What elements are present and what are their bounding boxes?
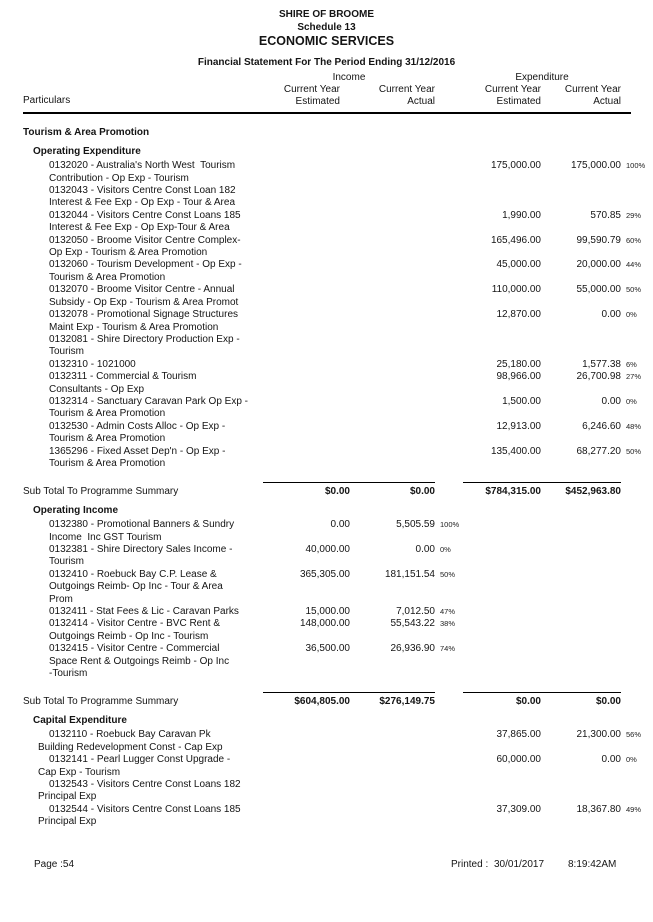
- account-line: 0132414 - Visitor Centre - BVC Rent &: [49, 618, 221, 630]
- subtotal-rule-expenditure: [463, 688, 621, 693]
- cell-expenditure-estimated: 1,500.00: [502, 395, 541, 407]
- statement-title: Financial Statement For The Period Ending 31/12/2016: [197, 57, 456, 68]
- program-title: ECONOMIC SERVICES: [258, 34, 395, 48]
- cell-income-percent: 50%: [440, 569, 456, 579]
- account-line: 0132415 - Visitor Centre - Commercial: [49, 643, 220, 655]
- subsection-title: Operating Income: [33, 504, 119, 516]
- cell-expenditure-estimated: 12,870.00: [496, 309, 541, 321]
- footer-printed-time: 8:19:42AM: [568, 859, 617, 870]
- cell-expenditure-percent: 0%: [626, 310, 637, 320]
- subtotal-label: Sub Total To Programme Summary: [23, 486, 179, 498]
- subtotal-income-actual: $0.00: [409, 486, 435, 498]
- subsection-title: Operating Expenditure: [33, 145, 141, 157]
- row-description: [23, 729, 263, 754]
- row-description: [23, 618, 263, 643]
- row-description: [23, 569, 263, 606]
- cell-expenditure-actual: 26,700.98: [576, 371, 621, 383]
- subtotal-rule-expenditure: [463, 478, 621, 483]
- cell-income-percent: 47%: [440, 607, 456, 617]
- table-row: [23, 160, 646, 185]
- cell-expenditure-actual: 18,367.80: [576, 803, 621, 815]
- table-row: [23, 309, 646, 334]
- cell-expenditure-actual: 99,590.79: [576, 234, 621, 246]
- cell-expenditure-percent: 29%: [626, 210, 642, 220]
- account-line: 0132078 - Promotional Signage Structures: [49, 309, 239, 321]
- cell-expenditure-estimated: 12,913.00: [496, 420, 541, 432]
- subtotal-expenditure-actual: $0.00: [595, 696, 621, 708]
- account-wrap-line: Prom: [49, 593, 73, 605]
- table-row: [23, 259, 646, 284]
- row-description: [23, 210, 263, 235]
- cell-income-actual: 5,505.59: [396, 519, 435, 531]
- row-description: [23, 309, 263, 334]
- cell-income-actual: 7,012.50: [396, 606, 435, 618]
- account-wrap-line: Principal Exp: [38, 816, 97, 828]
- account-line: 0132060 - Tourism Development - Op Exp -: [49, 259, 242, 271]
- row-description: [23, 544, 263, 569]
- schedule-label: Schedule 13: [297, 22, 356, 33]
- row-description: [23, 446, 263, 471]
- account-wrap-line: Subsidy - Op Exp - Tourism & Area Promot: [49, 296, 239, 308]
- account-line: 0132110 - Roebuck Bay Caravan Pk: [49, 729, 211, 741]
- cell-expenditure-actual: 0.00: [601, 395, 621, 407]
- cell-income-actual: 0.00: [415, 544, 435, 555]
- cell-expenditure-actual: 68,277.20: [576, 445, 621, 457]
- table-row: [23, 359, 646, 371]
- account-wrap-line: Interest & Fee Exp - Op Exp - Tour & Area: [49, 197, 236, 209]
- cell-expenditure-actual: 55,000.00: [576, 284, 621, 296]
- account-wrap-line: Tourism: [49, 346, 85, 358]
- cell-income-estimated: 40,000.00: [305, 544, 350, 555]
- account-wrap-line: Interest & Fee Exp - Op Exp-Tour & Area: [49, 222, 230, 234]
- table-row: [23, 446, 646, 471]
- column-header-row: [23, 84, 646, 108]
- cell-expenditure-actual: 0.00: [601, 754, 621, 766]
- table-row: [23, 779, 646, 804]
- table-row: [23, 569, 646, 606]
- account-line: 0132081 - Shire Directory Production Exp -: [49, 333, 240, 345]
- table-body: [23, 146, 646, 829]
- table-row: [23, 544, 646, 569]
- section-title: Tourism & Area Promotion: [23, 127, 150, 139]
- cell-expenditure-actual: 570.85: [590, 209, 621, 221]
- cell-income-estimated: 365,305.00: [299, 568, 350, 580]
- table-row: [23, 334, 646, 359]
- account-wrap-line: Maint Exp - Tourism & Area Promotion: [49, 321, 219, 333]
- account-line: 0132411 - Stat Fees & Lic - Caravan Parks: [49, 606, 239, 618]
- row-description: [23, 804, 263, 829]
- row-description: [23, 421, 263, 446]
- table-row: [23, 606, 646, 618]
- account-line: 0132020 - Australia's North West Tourism: [49, 160, 236, 172]
- row-description: [23, 754, 263, 779]
- cell-income-actual: 55,543.22: [390, 618, 435, 630]
- row-description: [23, 519, 263, 544]
- column-header-expenditure-estimated: Current Year Estimated: [484, 84, 541, 108]
- cell-expenditure-percent: 27%: [626, 372, 642, 382]
- cell-expenditure-percent: 60%: [626, 235, 642, 245]
- cell-expenditure-percent: 50%: [626, 285, 642, 295]
- cell-expenditure-estimated: 37,865.00: [496, 729, 541, 741]
- footer-page-number: Page :54: [34, 859, 75, 870]
- cell-expenditure-estimated: 37,309.00: [496, 803, 541, 815]
- subtotal-income-estimated: $0.00: [324, 486, 350, 498]
- cell-income-estimated: 0.00: [330, 519, 350, 531]
- subtotal-expenditure-actual: $452,963.80: [565, 486, 621, 498]
- table-row: [23, 421, 646, 446]
- cell-expenditure-percent: 44%: [626, 260, 642, 270]
- account-wrap-line: Cap Exp - Tourism: [38, 766, 121, 778]
- cell-expenditure-estimated: 165,496.00: [490, 234, 541, 246]
- account-line: 0132070 - Broome Visitor Centre - Annual: [49, 284, 235, 296]
- cell-expenditure-estimated: 98,966.00: [496, 371, 541, 383]
- account-line: 0132310 - 1021000: [49, 358, 136, 370]
- cell-expenditure-estimated: 60,000.00: [496, 754, 541, 766]
- subsection-title: Capital Expenditure: [33, 714, 127, 726]
- footer-printed-date: 30/01/2017: [494, 859, 545, 870]
- column-header-particulars: Particulars: [23, 95, 71, 106]
- cell-income-percent: 74%: [440, 644, 456, 654]
- account-line: 0132543 - Visitors Centre Const Loans 182: [49, 778, 241, 790]
- cell-expenditure-actual: 6,246.60: [582, 420, 621, 432]
- cell-expenditure-percent: 100%: [626, 161, 646, 171]
- table-row: [23, 396, 646, 421]
- cell-income-actual: 181,151.54: [384, 568, 435, 580]
- account-line: 0132311 - Commercial & Tourism: [49, 371, 197, 383]
- cell-expenditure-estimated: 45,000.00: [496, 259, 541, 271]
- table-row: [23, 210, 646, 235]
- account-line: 0132314 - Sanctuary Caravan Park Op Exp -: [49, 395, 248, 407]
- cell-income-actual: 26,936.90: [390, 643, 435, 655]
- row-description: [23, 235, 263, 260]
- account-wrap-line: -Tourism: [49, 668, 88, 680]
- row-description: [23, 160, 263, 185]
- account-line: 0132381 - Shire Directory Sales Income -: [49, 544, 233, 555]
- cell-expenditure-percent: 49%: [626, 804, 642, 814]
- cell-expenditure-estimated: 110,000.00: [491, 284, 541, 296]
- account-wrap-line: Tourism & Area Promotion: [49, 271, 166, 283]
- account-line: 0132141 - Pearl Lugger Const Upgrade -: [49, 754, 231, 766]
- subtotal-rule-income: [263, 688, 435, 693]
- table-row: [23, 185, 646, 210]
- row-description: [23, 259, 263, 284]
- row-description: [23, 396, 263, 421]
- account-line: 0132044 - Visitors Centre Const Loans 185: [49, 209, 241, 221]
- account-wrap-line: Income Inc GST Tourism: [49, 531, 162, 543]
- subtotal-rules: [23, 688, 646, 693]
- account-line: 1365296 - Fixed Asset Dep'n - Op Exp -: [49, 445, 226, 457]
- cell-income-percent: 38%: [440, 619, 456, 629]
- subtotal-label: Sub Total To Programme Summary: [23, 696, 179, 708]
- cell-expenditure-estimated: 1,990.00: [502, 209, 541, 221]
- account-wrap-line: Principal Exp: [38, 791, 97, 803]
- subtotal-expenditure-estimated: $784,315.00: [485, 486, 541, 498]
- row-description: [23, 359, 263, 371]
- page-footer: [0, 859, 653, 873]
- row-description: [23, 779, 263, 804]
- footer-printed-label: Printed :: [451, 859, 489, 870]
- cell-expenditure-percent: 0%: [626, 755, 637, 765]
- cell-expenditure-actual: 1,577.38: [582, 358, 621, 370]
- table-row: [23, 371, 646, 396]
- cell-expenditure-percent: 50%: [626, 446, 642, 456]
- cell-expenditure-estimated: 25,180.00: [496, 358, 541, 370]
- report-body: [0, 72, 653, 829]
- table-row: [23, 618, 646, 643]
- table-row: [23, 284, 646, 309]
- cell-expenditure-estimated: 135,400.00: [490, 445, 541, 457]
- subtotal-rules: [23, 478, 646, 483]
- cell-expenditure-actual: 21,300.00: [576, 729, 621, 741]
- title-block: [0, 0, 653, 69]
- account-line: 0132050 - Broome Visitor Centre Complex-: [49, 234, 241, 246]
- account-wrap-line: Tourism & Area Promotion: [49, 433, 166, 445]
- table-row: [23, 643, 646, 680]
- row-description: [23, 643, 263, 680]
- account-wrap-line: Tourism & Area Promotion: [49, 408, 166, 420]
- subtotal-expenditure-estimated: $0.00: [515, 696, 541, 708]
- account-wrap-line: Space Rent & Outgoings Reimb - Op Inc: [49, 655, 230, 667]
- cell-expenditure-actual: 0.00: [601, 309, 621, 321]
- subtotal-income-estimated: $604,805.00: [294, 696, 350, 708]
- account-line: 0132530 - Admin Costs Alloc - Op Exp -: [49, 420, 226, 432]
- cell-income-estimated: 36,500.00: [305, 643, 350, 655]
- subtotal-income-actual: $276,149.75: [379, 696, 435, 708]
- account-line: 0132380 - Promotional Banners & Sundry: [49, 519, 235, 531]
- account-line: 0132043 - Visitors Centre Const Loan 182: [49, 185, 236, 197]
- cell-income-estimated: 148,000.00: [299, 618, 350, 630]
- income-group-header: Income: [332, 72, 366, 83]
- table-row: [23, 804, 646, 829]
- column-group-header-row: [23, 72, 646, 84]
- row-description: [23, 371, 263, 396]
- cell-income-percent: 0%: [440, 545, 451, 554]
- row-description: [23, 334, 263, 359]
- cell-expenditure-actual: 20,000.00: [576, 259, 621, 271]
- row-description: [23, 185, 263, 210]
- account-wrap-line: Op Exp - Tourism & Area Promotion: [49, 247, 208, 259]
- table-row: [23, 519, 646, 544]
- account-wrap-line: Contribution - Op Exp - Tourism: [49, 172, 189, 184]
- subtotal-row: [23, 696, 646, 708]
- table-row: [23, 729, 646, 754]
- column-header-expenditure-actual: Current Year Actual: [564, 84, 621, 108]
- subtotal-rule-income: [263, 478, 435, 483]
- cell-income-estimated: 15,000.00: [305, 606, 350, 618]
- account-line: 0132544 - Visitors Centre Const Loans 185: [49, 803, 241, 815]
- cell-income-percent: 100%: [440, 520, 460, 530]
- expenditure-group-header: Expenditure: [515, 72, 569, 83]
- cell-expenditure-estimated: 175,000.00: [490, 160, 541, 172]
- cell-expenditure-percent: 0%: [626, 396, 637, 406]
- account-wrap-line: Outgoings Reimb - Op Inc - Tourism: [49, 630, 209, 642]
- account-line: 0132410 - Roebuck Bay C.P. Lease &: [49, 568, 217, 580]
- column-header-income-actual: Current Year Actual: [378, 84, 435, 108]
- cell-expenditure-actual: 175,000.00: [570, 160, 621, 172]
- row-description: [23, 284, 263, 309]
- account-wrap-line: Tourism: [49, 556, 85, 568]
- subtotal-row: [23, 486, 646, 498]
- cell-expenditure-percent: 6%: [626, 359, 637, 369]
- table-row: [23, 235, 646, 260]
- account-wrap-line: Consultants - Op Exp: [49, 383, 145, 395]
- account-wrap-line: Building Redevelopment Const - Cap Exp: [38, 741, 223, 753]
- header-rule: [23, 112, 631, 114]
- cell-expenditure-percent: 56%: [626, 730, 642, 740]
- account-wrap-line: Tourism & Area Promotion: [49, 457, 166, 469]
- account-wrap-line: Outgoings Reimb- Op Inc - Tour & Area: [49, 581, 223, 593]
- column-header-income-estimated: Current Year Estimated: [283, 84, 340, 108]
- row-description: [23, 606, 263, 618]
- table-row: [23, 754, 646, 779]
- organisation-title: SHIRE OF BROOME: [278, 9, 374, 20]
- cell-expenditure-percent: 48%: [626, 421, 642, 431]
